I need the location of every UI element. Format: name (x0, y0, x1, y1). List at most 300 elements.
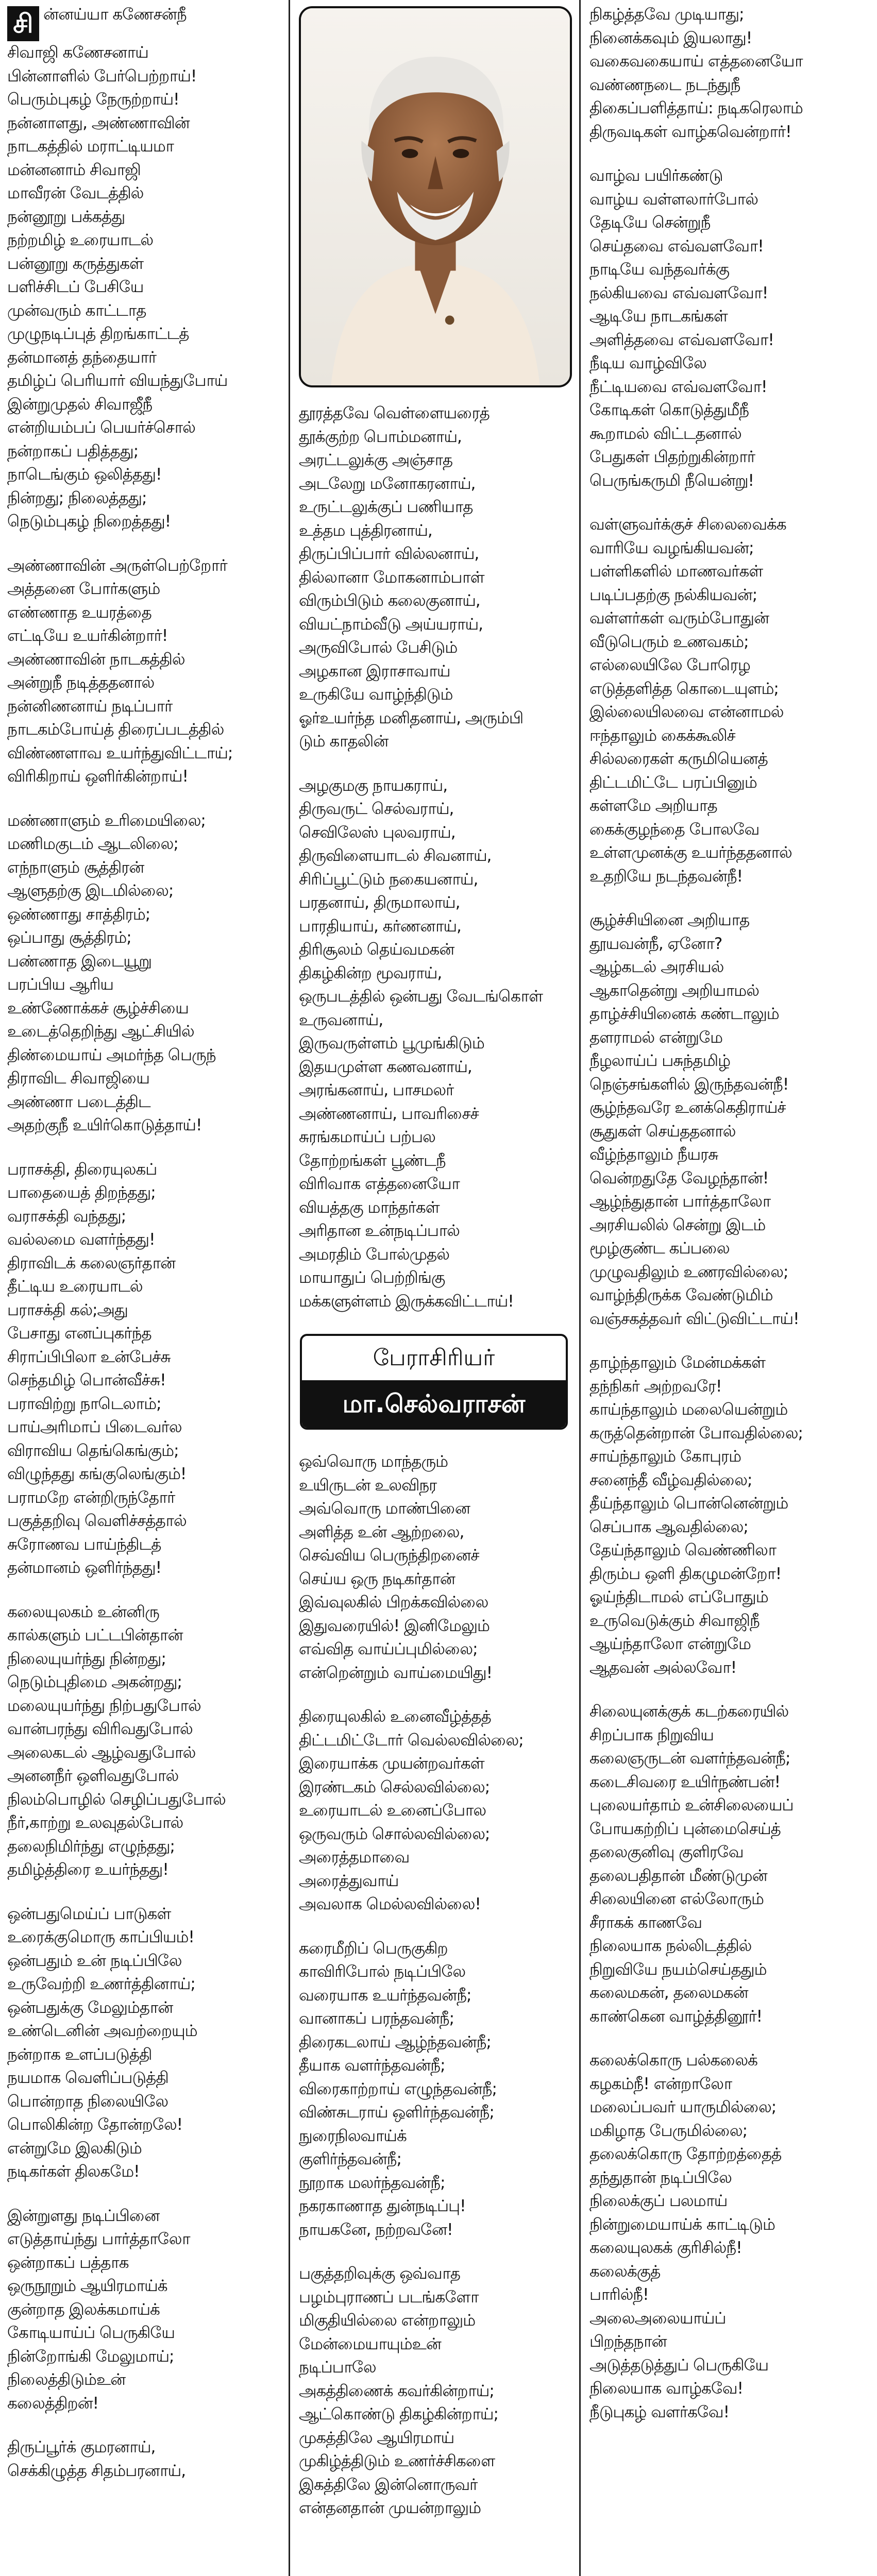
poem-line: ஈந்தாலும் கைக்கூலிச் (589, 726, 735, 745)
poem-line: நீடுபுகழ் வளர்கவே! (589, 2402, 729, 2421)
poem-stanza (299, 402, 573, 754)
poem-line: சில்லரைகள் கருமியெனத் (589, 750, 768, 768)
poem-line: நினைக்கவும் இயலாது! (589, 28, 752, 47)
poem-line: திராவிட சிவாஜியை (7, 1069, 149, 1088)
poem-line: பன்னூறு கருத்துகள் (7, 254, 144, 273)
poem-column-1 (0, 0, 286, 2576)
poem-line: காவிரிபோல் நடிப்பிலே (299, 1962, 466, 1981)
poem-line: திகைப்பளித்தாய்: நடிகரெலாம் (589, 99, 803, 117)
poem-line: முன்வரும் காட்டாத (7, 301, 146, 320)
poem-line: சிரிப்பூட்டும் நகையனாய், (299, 870, 478, 889)
poem-stanza (299, 1937, 573, 2242)
poem-line: தீயாக வளர்ந்தவன்நீ; (299, 2056, 445, 2075)
poem-line: அரசியலில் சென்று இடம் (589, 1215, 766, 1234)
poem-line: ஒவ்வொரு மாந்தரும் (299, 1452, 448, 1471)
poem-line: நாடகத்தில் மராட்டியமா (7, 137, 174, 156)
poem-line: அண்ணாவின் அருள்பெற்றோர் (7, 556, 227, 575)
poem-line: அவ்வொரு மாண்பினை (299, 1499, 470, 1518)
poem-line: தாழ்ச்சியினைக் கண்டாலும் (589, 1005, 779, 1023)
poem-line: மாயாதுப் பெற்றிங்கு (299, 1268, 445, 1287)
poem-line: உத்தம புத்திரனாய், (299, 521, 432, 540)
poem-line: நின்றோங்கி மேலுமாய்; (7, 2347, 174, 2366)
poem-line: அடுத்தடுத்துப் பெருகியே (589, 2355, 769, 2375)
poem-line: கலைஞருடன் வளர்ந்தவன்நீ; (589, 1749, 790, 1768)
poem-line: ஆகாதென்று அறியாமல் (589, 981, 759, 1000)
poem-line: சுரங்கமாய்ப் பற்பல (299, 1128, 435, 1146)
poem-line: விரும்பிடும் கலைகுனாய், (299, 591, 480, 610)
poem-line: அலைகடல் ஆழ்வதுபோல் (7, 1743, 196, 1762)
poem-line: பராசக்தி, திரையுலகப் (7, 1160, 157, 1179)
column-rule-right (579, 0, 581, 2576)
poem-line: எட்டியே உயர்கின்றார்! (7, 626, 168, 645)
poem-line: நீழலாய்ப் பசுந்தமிழ் (589, 1052, 731, 1070)
poem-line: முகிழ்த்திடும் உணர்ச்சிகளை (299, 2452, 495, 2470)
poem-line: மகிழாத பேருமில்லை; (589, 2121, 748, 2140)
poem-line: எண்ணாத உயரத்தை (7, 603, 151, 622)
poem-line: அரங்கனாய், பாசமலர் (299, 1081, 454, 1099)
poem-line: மலையுயர்ந்து நிற்பதுபோல் (7, 1696, 201, 1715)
poem-line: ஆய்ந்தாலோ என்றுமே (589, 1635, 751, 1653)
poem-line: வீடுபெரும் உணவகம்; (589, 632, 749, 651)
poem-line: நிலையுயர்ந்து நின்றது; (7, 1649, 166, 1668)
poem-line: செப்பாக ஆவதில்லை; (589, 1517, 748, 1536)
poem-line: பெரும்புகழ் நேருற்றாய்! (7, 90, 179, 109)
poem-line: வியட்நாம்வீடு அய்யராய், (299, 615, 483, 634)
poem-line: நன்னாளது, அண்ணாவின் (7, 113, 190, 132)
column-rule-left (289, 0, 290, 2576)
poem-line: நீட்டியவை எவ்வளவோ! (589, 377, 767, 396)
poem-line: கடைசிவரை உயிர்நண்பன்! (589, 1772, 781, 1791)
poem-line: கோடியாய்ப் பெருகியே (7, 2324, 175, 2342)
poem-line: திருப்பிப்பார் வில்லனாய், (299, 545, 479, 563)
poem-line: பளிச்சிடப் பேசியே (7, 278, 144, 296)
poem-line: நாடியே வந்தவர்க்கு (589, 260, 730, 279)
author-name: மா.செல்வராசன் (302, 1380, 566, 1428)
poem-line: தலைபதிதான் மீண்டுமுன் (589, 1866, 767, 1885)
poem-stanza (589, 2049, 873, 2424)
poem-line: தூரத்தவே வெள்ளையரைத் (299, 404, 490, 422)
poem-line: அண்ணாவின் நாடகத்தில் (7, 650, 185, 669)
poem-line: பிறந்தநான் (589, 2332, 667, 2351)
poem-line: பாய்அரிமாப் பிடைவர்ல (7, 1418, 182, 1436)
poem-line: விரிவாக எத்தனையோ (299, 1175, 460, 1193)
poem-line: பராசக்தி கல்;அது (7, 1300, 128, 1319)
poem-line: திட்டமிட்டே பரப்பினும் (589, 773, 757, 792)
poem-line: நடிகர்கள் திலகமே! (7, 2162, 140, 2181)
poem-line: மன்னனாம் சிவாஜி (7, 160, 141, 179)
poem-line: இவ்வுலகில் பிறக்கவில்லை (299, 1593, 488, 1612)
poem-line: விண்சுடராய் ஒளிர்ந்தவன்நீ; (299, 2103, 494, 2122)
poem-line: ஆளுதற்கு இடமில்லை; (7, 882, 174, 900)
poem-line: புலையர்தாம் உன்சிலையைப் (589, 1796, 794, 1815)
poem-line: ஒன்பதுக்கு மேலும்தான் (7, 1998, 173, 2017)
poem-stanza (299, 1450, 573, 1685)
poem-line: இன்றுளது நடிப்பினை (7, 2206, 160, 2225)
poem-line: நூறாக மலர்ந்தவன்நீ; (299, 2173, 445, 2192)
poem-line: நிகழ்த்தவே முடியாது; (589, 5, 744, 24)
poem-line: வராசக்தி வந்தது; (7, 1207, 126, 1226)
poem-line: அதற்குநீ உயிர்கொடுத்தாய்! (7, 1116, 202, 1134)
poem-line: வியத்தகு மாந்தர்கள் (299, 1198, 440, 1217)
poem-line: படிப்பதற்கு நல்கியவன்; (589, 585, 757, 604)
poem-line: அண்ணனாய், பாவரிசைச் (299, 1104, 479, 1123)
poem-line: விரிகிறாய் ஒளிர்கின்றாய்! (7, 767, 188, 786)
poem-line: ஆட்கொண்டு திகழ்கின்றாய்; (299, 2405, 498, 2424)
poem-line: தலைக்கொரு தோற்றத்தைத் (589, 2145, 782, 2163)
poem-line: பின்னாளில் பேர்பெற்றாய்! (7, 66, 197, 86)
poem-line: பகுத்தறிவுக்கு ஒவ்வாத (299, 2264, 460, 2283)
poem-line: கலையுலகக் குரிசில்நீ! (589, 2239, 742, 2257)
poem-line: தேடியே சென்றுநீ (589, 213, 711, 232)
poem-line: வாழ்ந்திருக்க வேண்டுமிம் (589, 1286, 773, 1304)
poem-stanza (299, 774, 573, 1314)
poem-line: செய்ய ஒரு நடிகர்தான் (299, 1569, 455, 1588)
poem-line: நாயகனே, நற்றவனே! (299, 2220, 453, 2239)
poem-line: அடலேறு மனோகரனாய், (299, 474, 476, 493)
poem-line: அழகான இராசாவாய் (299, 662, 450, 681)
poem-line: ஒப்பாது சூத்திரம்; (7, 928, 131, 947)
poem-line: வீழ்ந்தாலும் நீயரசு (589, 1145, 718, 1164)
poem-line: பாதையைத் திறந்தது; (7, 1183, 156, 1202)
poem-line: தன்மானம் ஒளிர்ந்தது! (7, 1558, 162, 1577)
poem-stanza (7, 2205, 283, 2416)
poem-line: தந்துதான் நடிப்பிலே (589, 2168, 732, 2187)
poem-line: காண்கென வாழ்த்தினூர்! (589, 2007, 763, 2026)
poem-line: கலையுலகம் உன்னிரு (7, 1602, 159, 1621)
poem-stanza (299, 2262, 573, 2520)
poem-line: தீட்டிய உரையாடல் (7, 1277, 143, 1296)
poem-line: பரப்பிய ஆரிய (7, 975, 113, 994)
poem-stanza (7, 1158, 283, 1580)
poem-line: ஓர்உயர்ந்த மனிதனாய், அரும்பி (299, 708, 524, 727)
poem-line: கலைக்கொரு பல்கலைக் (589, 2051, 757, 2070)
poem-stanza (589, 1700, 873, 2028)
poem-line: என்றியம்பப் பெயர்ச்சொல் (7, 418, 195, 437)
poem-line: நெஞ்சங்களில் இருந்தவன்நீ! (589, 1075, 789, 1094)
poem-line: பேதுகள் பிதற்றுகின்றார் (589, 448, 755, 466)
poem-line: கைக்குழந்தை போலவே (589, 820, 760, 839)
poem-line: என்றுமே இலகிடும் (7, 2139, 142, 2158)
poem-line: திரிசூலம் தெய்வமகன் (299, 940, 454, 959)
poem-stanza (589, 3, 873, 144)
poem-line: அன்றுநீ நடித்ததனால் (7, 673, 155, 692)
poem-line: அனனநீர் ஒளிவதுபோல் (7, 1767, 179, 1785)
poem-line: வள்ளர்கள் வரும்போதுன் (589, 609, 769, 628)
poem-line: தலைகுனிவு குளிரவே (589, 1843, 744, 1861)
poem-line: தாழ்ந்தாலும் மேன்மக்கள் (589, 1353, 765, 1372)
poem-line: தோற்றங்கள் பூண்டநீ (299, 1151, 446, 1170)
poem-line: சிலையினை எல்லோரும் (589, 1890, 764, 1908)
poem-line: உதறியே நடந்தவன்நீ! (589, 867, 743, 886)
poem-line: நெடும்புகழ் நிறைத்தது! (7, 512, 171, 531)
poem-line: வாழ்வ பயிர்கண்டு (589, 166, 723, 185)
poem-line: ஒன்றாகப் பத்தாக (7, 2253, 129, 2272)
poem-line: என்தனதான் முயன்றாலும் (299, 2499, 481, 2517)
poem-stanza (589, 513, 873, 888)
poem-line: கால்களும் பட்டபின்தான் (7, 1626, 183, 1645)
poem-line: கழகம்நீ! என்றாலோ (589, 2074, 732, 2093)
poem-line: தூயவன்நீ, ஏனோ? (589, 934, 722, 953)
poem-line: பேசாது எனப்புகர்ந்த (7, 1324, 151, 1343)
poem-line: செக்கிழுத்த சிதம்பரனாய், (7, 2461, 186, 2480)
poem-line: திண்மையாய் அமர்ந்த பெருந் (7, 1045, 216, 1064)
poem-line: சூழ்ந்தவரே உனக்கெதிராய்ச் (589, 1098, 786, 1117)
poem-line: திரையுலகில் உனைவீழ்த்தத் (299, 1707, 491, 1726)
poem-line: சிராப்பிபிலா உன்பேச்சு (7, 1347, 171, 1366)
poem-line: உண்ணோக்கச் சூழ்ச்சியை (7, 998, 189, 1018)
poem-line: டும் காதலின் (299, 732, 389, 751)
poem-line: திராவிடக் கலைஞர்தான் (7, 1253, 176, 1273)
poem-line: அவலாக மெல்லவில்லை! (299, 1895, 481, 1913)
poem-line: வஞ்சகத்தவர் விட்டுவிட்டாய்! (589, 1309, 799, 1328)
poem-stanza (7, 554, 283, 789)
poem-line: ஆடியே நாடகங்கள் (589, 307, 728, 326)
poem-line: தளராமல் என்றுமே (589, 1028, 723, 1047)
poem-line: திருவடிகள் வாழ்கவென்றார்! (589, 122, 791, 141)
poem-line: நிலம்பொழில் செழிப்பதுபோல் (7, 1790, 226, 1809)
poem-line: தமிழ்ப் பெரியார் வியந்துபோய் (7, 371, 228, 390)
poem-stanza (7, 2436, 283, 2483)
poem-line: இதுவரையில்! இனிமேலும் (299, 1616, 490, 1635)
poem-line: தேய்ந்தாலும் வெண்ணிலா (589, 1541, 777, 1560)
poem-line: அருவிபோல் பேசிடும் (299, 638, 458, 657)
poem-line: அகத்திணைக் கவர்கின்றாய்; (299, 2381, 494, 2400)
poem-line: விரைகாற்றாய் எழுந்தவன்நீ; (299, 2079, 497, 2098)
poem-line: இதயமுள்ள கணவனாய், (299, 1057, 472, 1076)
poem-line: வள்ளுவர்க்குச் சிலைவைக்க (589, 515, 786, 534)
poem-line: தமிழ்த்திரை உயர்ந்தது! (7, 1860, 168, 1879)
poem-line: முழுநடிப்புத் திறங்காட்டத் (7, 325, 189, 343)
poem-line: நன்றாக உளப்படுத்தி (7, 2045, 152, 2064)
poem-line: நற்றமிழ் உரையாடல் (7, 231, 154, 249)
poem-stanza (299, 1705, 573, 1917)
poem-line: திரும்ப ஒளி திகழுமன்றோ! (589, 1564, 782, 1583)
poem-line: என்றென்றும் வாய்மையிது! (299, 1663, 493, 1682)
poem-line: திட்டமிட்டோர் வெல்லவில்லை; (299, 1731, 524, 1750)
poem-line: நுரைநிலவாய்க் (299, 2126, 407, 2145)
poem-line: அண்ணா படைத்திட (7, 1092, 150, 1111)
poem-line: உருட்டலுக்குப் பணியாத (299, 498, 473, 516)
poem-line: மண்ணாளும் உரிமையிலை; (7, 811, 206, 830)
poem-line: பழம்புராணப் படங்களோ (299, 2287, 479, 2307)
poem-line: தன்மானத் தந்தையார் (7, 348, 157, 367)
poem-line: விழுந்தது கங்குலெங்கும்! (7, 1465, 187, 1483)
poem-line: பொன்றாத நிலையிலே (7, 2092, 168, 2111)
poem-line: விண்ணளாவ உயர்ந்துவிட்டாய்; (7, 743, 233, 762)
poem-line: செவிலேஸ் புலவராய், (299, 823, 456, 842)
poem-line: நயமாக வெளிப்படுத்தி (7, 2069, 168, 2087)
poem-line: வானாகப் பரந்தவன்நீ; (299, 2009, 454, 2028)
poem-line: மணிமகுடம் ஆடலிலை; (7, 835, 178, 853)
author-title: பேராசிரியர் (373, 1345, 495, 1371)
poem-line: திருப்பூர்க் குமரனாய், (7, 2438, 156, 2456)
poem-stanza (7, 1903, 283, 2184)
poem-line: பண்ணாத இடையூறு (7, 952, 152, 971)
poem-line: பராவிற்று நாடெலாம்; (7, 1394, 161, 1413)
poem-line: சூதுகள் செய்ததனால் (589, 1122, 736, 1141)
poem-line: இருவருள்ளம் பூமுங்கிடும் (299, 1034, 484, 1053)
poem-line: குளிர்ந்தவன்நீ; (299, 2150, 401, 2168)
poem-line: அரிதான உன்நடிப்பால் (299, 1222, 460, 1240)
poem-stanza (7, 1601, 283, 1882)
poem-line: நடிப்பாலே (299, 2358, 376, 2377)
poem-line: இரண்டகம் செல்லவில்லை; (299, 1777, 490, 1797)
poem-line: குன்றாத இலக்கமாய்க் (7, 2300, 160, 2319)
poem-line: அரைத்தமாவை (299, 1848, 410, 1867)
poem-line: மாவீரன் வேடத்தில் (7, 184, 144, 202)
poem-line: முகத்திலே ஆயிரமாய் (299, 2428, 454, 2447)
poem-stanza (589, 1351, 873, 1680)
poem-line: மலைப்பவர் யாருமில்லை; (589, 2098, 777, 2116)
poem-line: நிலைத்திடும்உன் (7, 2370, 126, 2389)
poem-line: சாய்ந்தாலும் கோபுரம் (589, 1447, 741, 1466)
poem-line: இல்லையிலவை என்னாமல் (589, 703, 784, 721)
poem-line: இகத்திலே இன்னொருவர் (299, 2475, 478, 2494)
poem-line: தலைநிமிர்ந்து எழுந்தது; (7, 1837, 175, 1856)
poem-line: திருவிளையாடல் சிவனாய், (299, 846, 492, 865)
poem-line: செந்தமிழ் பொன்வீச்சு! (7, 1371, 166, 1389)
poem-line: நகரகாணாத துன்நடிப்பு! (299, 2197, 466, 2215)
poem-line: பாரதியாய், கர்ணனாய், (299, 917, 461, 936)
poem-column-3 (583, 0, 877, 2576)
poem-line: அமரதிம் போல்முதல் (299, 1245, 449, 1264)
poem-line: வல்லமை வளர்ந்தது! (7, 1230, 155, 1249)
poem-line: மேன்மையாயும்உன் (299, 2334, 441, 2353)
poem-line: நெடும்புதிமை அகன்றது; (7, 1673, 182, 1691)
poem-line: நிலையாக நல்லிடத்தில் (589, 1937, 752, 1955)
poem-line: நல்கியவை எவ்வளவோ! (589, 283, 768, 302)
poem-line: நன்றாகப் பதித்தது; (7, 442, 139, 461)
poem-line: பள்ளிகளில் மாணவர்கள் (589, 562, 763, 581)
poem-line: நீடிய வாழ்விலே (589, 354, 706, 372)
poem-line: நிறுவியே நயம்செய்ததும் (589, 1960, 767, 1979)
poem-line: வாழ்ய வள்ளலார்போல் (589, 190, 758, 209)
poem-column-2 (294, 0, 577, 2576)
poem-line: ஒன்பதுமெய்ப் பாடுகள் (7, 1904, 171, 1923)
poem-line: ஒருநூறும் ஆயிரமாய்க் (7, 2277, 167, 2295)
poem-line: உருவேற்றி உணர்த்தினாய்; (7, 1975, 195, 1993)
poem-line: ஒன்பதும் உன் நடிப்பிலே (7, 1951, 182, 1970)
poem-line: அரட்டலுக்கு அஞ்சாத (299, 451, 453, 469)
poem-line: எந்நாளும் சூத்திரன் (7, 858, 144, 877)
poem-stanza (589, 909, 873, 1331)
poem-line: ஒருவரும் சொல்லவில்லை; (299, 1824, 490, 1843)
opening-line (7, 3, 283, 41)
poem-line: திருவருட் செல்வராய், (299, 800, 454, 818)
poem-line: கோடிகள் கொடுத்துமீநீ (589, 401, 749, 419)
poem-stanza (589, 164, 873, 493)
poem-stanza (7, 3, 283, 534)
poem-line: வகைவகையாய் எத்தனையோ (589, 52, 803, 71)
poem-line: கூறாமல் விட்டதனால் (589, 424, 741, 443)
poem-line: அளித்த உன் ஆற்றலை, (299, 1522, 464, 1541)
poem-line: நிலைக்குப் பலமாய் (589, 2192, 728, 2210)
poem-line: சூழ்ச்சியினை அறியாத (589, 911, 750, 929)
poem-line: கருத்தென்றான் போவதில்லை; (589, 1423, 803, 1443)
drop-cap: சி (7, 6, 39, 41)
poem-line: காய்ந்தாலும் மலையென்றும் (589, 1400, 788, 1419)
poem-line: தந்நிகர் அற்றவரே! (589, 1377, 722, 1396)
poem-line: சீராகக் காணவே (589, 1913, 702, 1932)
poem-line: செய்தவை எவ்வளவோ! (589, 236, 764, 256)
poem-line: ன்னய்யா கணேசன்நீ (43, 5, 187, 24)
poem-line: முழுவதிலும் உணரவில்லை; (589, 1262, 788, 1281)
poem-line: விராவிய தெங்கெங்கும்; (7, 1441, 179, 1460)
poem-line: எடுத்தளித்த கொடையுளம்; (589, 679, 779, 698)
poem-line: கலைமகன், தலைமகன் (589, 1984, 748, 2002)
poem-line: அளித்தவை எவ்வளவோ! (589, 330, 774, 349)
poem-line: ஓய்ந்திடாமல் எப்போதும் (589, 1588, 768, 1606)
poem-line: ஒருபடத்தில் ஒன்பது வேடங்கொள் (299, 987, 543, 1006)
poem-line: சிவாஜி கணேசனாய் (7, 43, 148, 62)
poem-line: அரைத்துவாய் (299, 1871, 399, 1890)
poem-line: ஒண்ணாது சாத்திரம்; (7, 905, 150, 924)
poem-line: நீர்,காற்று உலவுதல்போல் (7, 1814, 183, 1832)
poem-line: உருவெடுக்கும் சிவாஜிநீ (589, 1611, 760, 1630)
poem-line: சிறப்பாக நிறுவிய (589, 1725, 714, 1744)
poem-line: திகழ்கின்ற மூவராய், (299, 963, 442, 982)
poem-line: நன்னூறு பக்கத்து (7, 207, 125, 226)
portrait-photo (299, 6, 572, 387)
poem-stanza (7, 809, 283, 1138)
poem-line: நிலையாக வாழ்கவே! (589, 2379, 743, 2398)
poem-line: செவ்விய பெருந்திறனைச் (299, 1546, 479, 1565)
poem-line: மக்களுள்ளம் இருக்கவிட்டாய்! (299, 1292, 514, 1311)
poem-line: ஆழ்கடல் அரசியல் (589, 958, 724, 976)
poem-line: திரைகடலாய் ஆழ்ந்தவன்நீ; (299, 2032, 491, 2052)
poem-line: பாரில்நீ! (589, 2285, 649, 2304)
poem-line: மிகுதியில்லை என்றாலும் (299, 2311, 476, 2330)
poem-line: பரதனாய், திருமாலாய், (299, 893, 460, 912)
poem-line: அத்தனை போர்களும் (7, 580, 160, 598)
poem-line: எவ்வித வாய்ப்புமில்லை; (299, 1640, 478, 1658)
poem-line: தூக்குற்ற பொம்மனாய், (299, 427, 462, 446)
poem-line: நாடெங்கும் ஒலித்தது! (7, 465, 162, 484)
poem-line: நன்னிணனாய் நடிப்பார் (7, 697, 173, 716)
poem-line: மூழ்குண்ட கப்பலை (589, 1239, 730, 1258)
poem-line: இன்றுமுதல் சிவாஜீநீ (7, 395, 153, 414)
poem-line: உடைத்தெறிந்து ஆட்சியில் (7, 1022, 194, 1041)
poem-line: சுரோணவ பாய்ந்திடத் (7, 1535, 161, 1554)
poem-line: உள்ளமுனக்கு உயர்ந்ததனால் (589, 843, 792, 862)
poem-line: நாடகம்போய்த் திரைப்படத்தில் (7, 720, 224, 739)
poem-line: சிலையுனக்குக் கடற்கரையில் (589, 1702, 789, 1721)
actor-portrait-image (301, 8, 570, 385)
poem-line: உண்டெனின் அவற்றையும் (7, 2022, 197, 2040)
poem-line: பொலிகின்ற தோன்றலே! (7, 2115, 183, 2134)
poem-line: தில்லானா மோகனாம்பாள் (299, 568, 484, 587)
poem-line: பராமறே என்றிருந்தோர் (7, 1488, 175, 1507)
poem-line: வான்பரந்து விரிவதுபோல் (7, 1720, 193, 1738)
poem-line: கரைமீறிப் பெருகுகிற (299, 1939, 448, 1958)
poem-line: நின்றது; நிலைத்தது; (7, 488, 147, 507)
poem-line: உரைக்குமொரு காப்பியம்! (7, 1928, 194, 1946)
author-byline (300, 1334, 568, 1430)
poem-line: எல்லையிலே போரெழ (589, 656, 750, 674)
poem-line: உரையாடல் உனைப்போல (299, 1801, 486, 1820)
poem-line: உருகியே வாழ்ந்திடும் (299, 685, 453, 704)
poem-line: வரையாக உயர்ந்தவன்நீ; (299, 1986, 471, 2005)
poem-line: வாரியே வழங்கியவன்; (589, 538, 754, 557)
poem-line: பெருங்கருமி நீயென்று! (589, 471, 754, 490)
poem-line: அலைஅலையாய்ப் (589, 2309, 726, 2328)
poem-line: வண்ணநடை நடந்துநீ (589, 75, 740, 94)
poem-line: வென்றதுதே வேழந்தான்! (589, 1168, 769, 1188)
poem-line: கலைத்திறன்! (7, 2394, 99, 2413)
poem-line: இரையாக்க முயன்றவர்கள் (299, 1754, 484, 1773)
poem-line: எடுத்தாய்ந்து பார்த்தாலோ (7, 2230, 190, 2248)
poem-line: நின்றுமையாய்க் காட்டிடும் (589, 2215, 775, 2234)
